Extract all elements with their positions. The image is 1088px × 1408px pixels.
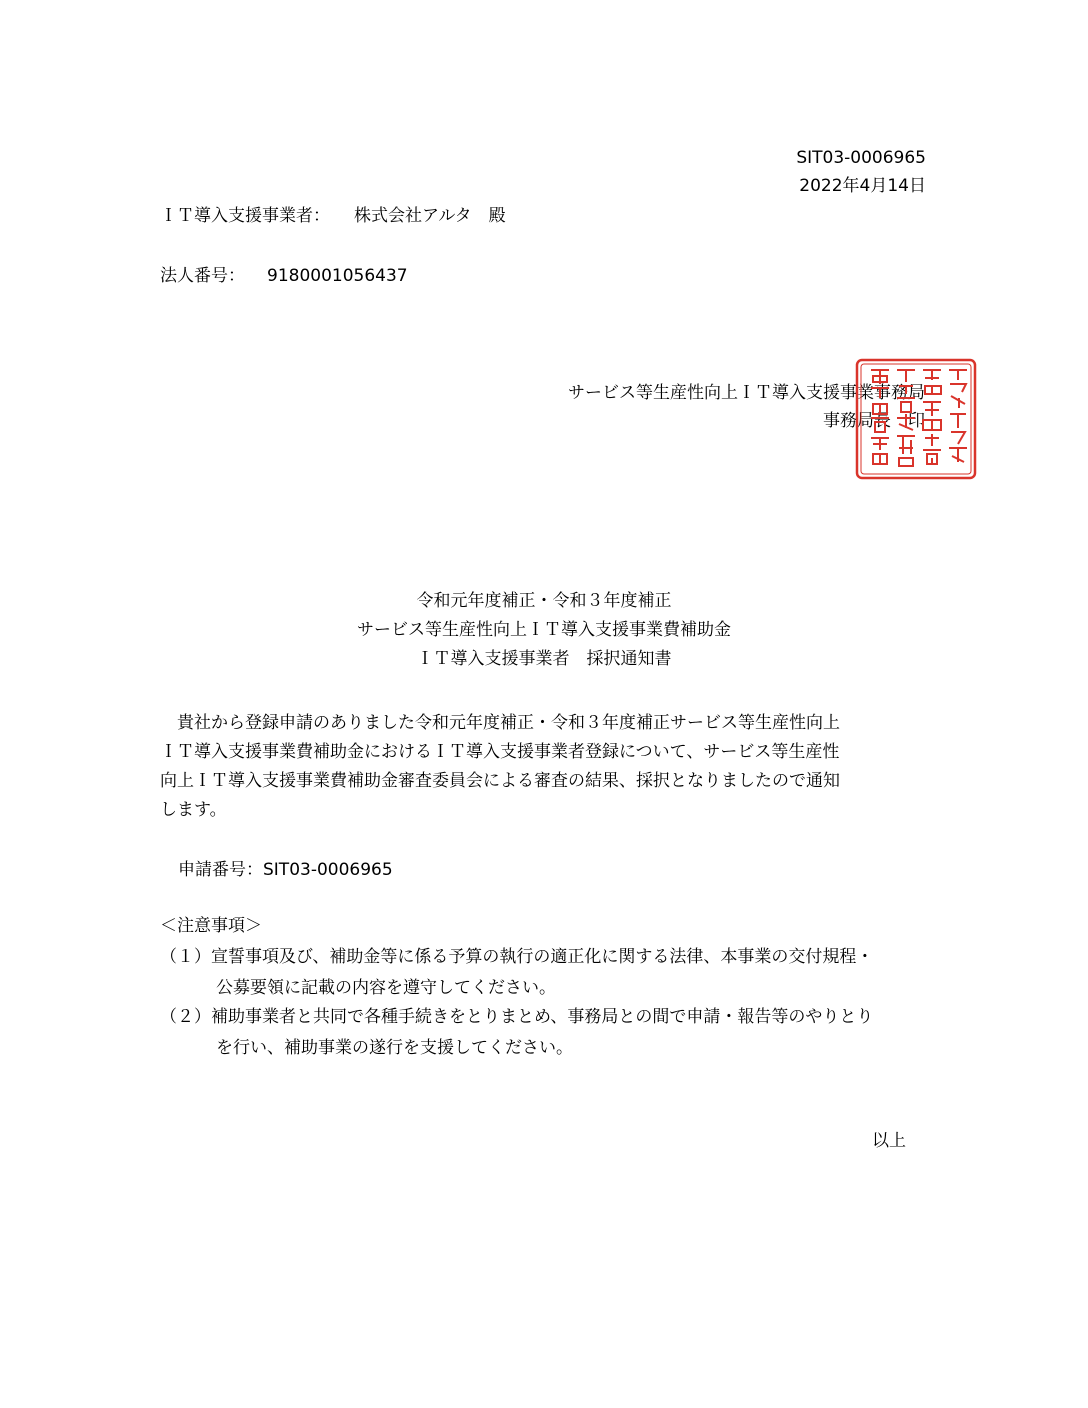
note-item-2-number: （２）: [160, 1007, 211, 1027]
recipient-label: ＩＴ導入支援事業者：: [160, 206, 330, 226]
body-line-4: します。: [160, 800, 227, 820]
body-line-3: 向上ＩＴ導入支援事業費補助金審査委員会による審査の結果、採択となりましたので通知: [160, 771, 840, 791]
application-number-line: [178, 862, 393, 879]
issuer-organization: サービス等生産性向上ＩＴ導入支援事業事務局: [568, 383, 925, 403]
corp-number-line: [160, 268, 408, 285]
issue-date: 2022年4月14日: [799, 176, 926, 196]
closing-text: 以上: [872, 1131, 906, 1151]
application-number-label: 申請番号：: [178, 860, 263, 880]
note-item-2-text: 補助事業者と共同で各種手続きをとりまとめ、事務局との間で申請・報告等のやりとり: [211, 1007, 874, 1027]
corp-number: 9180001056437: [267, 266, 408, 286]
issuer-title: 事務局長 印: [823, 411, 925, 431]
note-item-2-line-2: を行い、補助事業の遂行を支援してください。: [216, 1038, 573, 1058]
note-item-2-line-1: [160, 1009, 873, 1026]
body-line-1: 貴社から登録申請のありました令和元年度補正・令和３年度補正サービス等生産性向上: [160, 713, 840, 733]
note-item-1-text: 宣誓事項及び、補助金等に係る予算の執行の適正化に関する法律、本事業の交付規程・: [211, 947, 874, 967]
official-seal-stamp: [855, 358, 977, 480]
recipient-line: [160, 208, 506, 225]
notice-title-line-1: 令和元年度補正・令和３年度補正: [416, 591, 672, 611]
notice-title-line-2: サービス等生産性向上ＩＴ導入支援事業費補助金: [357, 620, 731, 640]
note-item-1-line-2: 公募要領に記載の内容を遵守してください。: [216, 978, 556, 998]
application-number: SIT03-0006965: [263, 860, 393, 880]
body-line-2: ＩＴ導入支援事業費補助金におけるＩＴ導入支援事業者登録について、サービス等生産性: [160, 742, 840, 762]
corp-number-label: 法人番号：: [160, 266, 245, 286]
note-item-1-line-1: [160, 949, 873, 966]
recipient-name: 株式会社アルタ 殿: [354, 206, 506, 226]
notice-title-line-3: ＩＴ導入支援事業者 採択通知書: [416, 649, 672, 669]
notes-heading: ＜注意事項＞: [160, 916, 262, 936]
note-item-1-number: （１）: [160, 947, 211, 967]
reference-number: SIT03-0006965: [796, 148, 926, 168]
